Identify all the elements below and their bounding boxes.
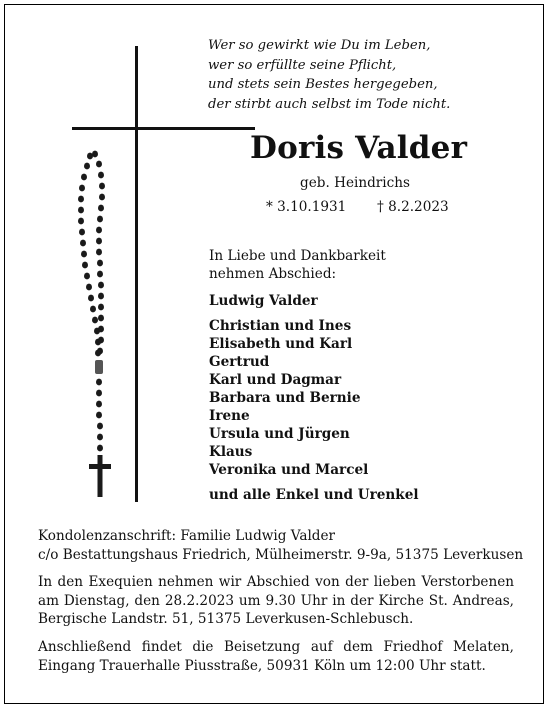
exequies-info: In den Exequien nehmen wir Abschied von der lieben Verstorbenen am Dienstag, den 28.2.2023 um 9.30 Uhr in der Kirche St. Andreas, Bergische Landstr. 51, 51375 Leverkusen-Schlebusch. [38, 574, 514, 628]
mourner-spouse: Ludwig Valder [209, 293, 318, 309]
mourner-family: Christian und Ines [209, 318, 352, 334]
death-date: † 8.2.2023 [377, 199, 449, 215]
intro-line: In Liebe und Dankbarkeit [209, 248, 386, 264]
farewell-intro [209, 247, 386, 283]
mourner-family: Veronika und Marcel [209, 462, 369, 478]
poem-line: und stets sein Bestes hergegeben, [208, 77, 438, 93]
cross-horizontal-beam [72, 127, 255, 130]
burial-info: Anschließend findet die Beisetzung auf dem Friedhof Melaten, Eingang Trauerhalle Piusstraße, 50931 Köln um 12:00 Uhr statt. [38, 638, 514, 674]
condolence-line: Kondolenzanschrift: Familie Ludwig Valder [38, 528, 336, 544]
intro-line: nehmen Abschied: [209, 266, 337, 282]
born-name: geb. Heindrichs [300, 175, 410, 191]
mourner-family: Elisabeth und Karl [209, 336, 353, 352]
cross-vertical-beam [135, 46, 138, 502]
poem-line: wer so erfüllte seine Pflicht, [208, 57, 397, 73]
mourner-grandchildren: und alle Enkel und Urenkel [209, 487, 419, 503]
poem [208, 36, 528, 114]
condolence-line: c/o Bestattungshaus Friedrich, Mülheimerstr. 9-9a, 51375 Leverkusen [38, 546, 524, 563]
mourner-family: Gertrud [209, 354, 270, 370]
mourner-family: Ursula und Jürgen [209, 426, 350, 442]
mourner-family: Klaus [209, 444, 253, 460]
poem-line: der stirbt auch selbst im Tode nicht. [208, 96, 451, 112]
mourner-family: Karl und Dagmar [209, 372, 342, 388]
mourner-family: Irene [209, 408, 250, 424]
mourner-family: Barbara und Bernie [209, 390, 361, 406]
footer-info [38, 527, 524, 684]
condolence-address [38, 527, 524, 564]
poem-line: Wer so gewirkt wie Du im Leben, [208, 38, 431, 53]
rosary-icon [70, 150, 130, 500]
birth-date: * 3.10.1931 [266, 199, 347, 215]
deceased-name: Doris Valder [250, 130, 468, 166]
